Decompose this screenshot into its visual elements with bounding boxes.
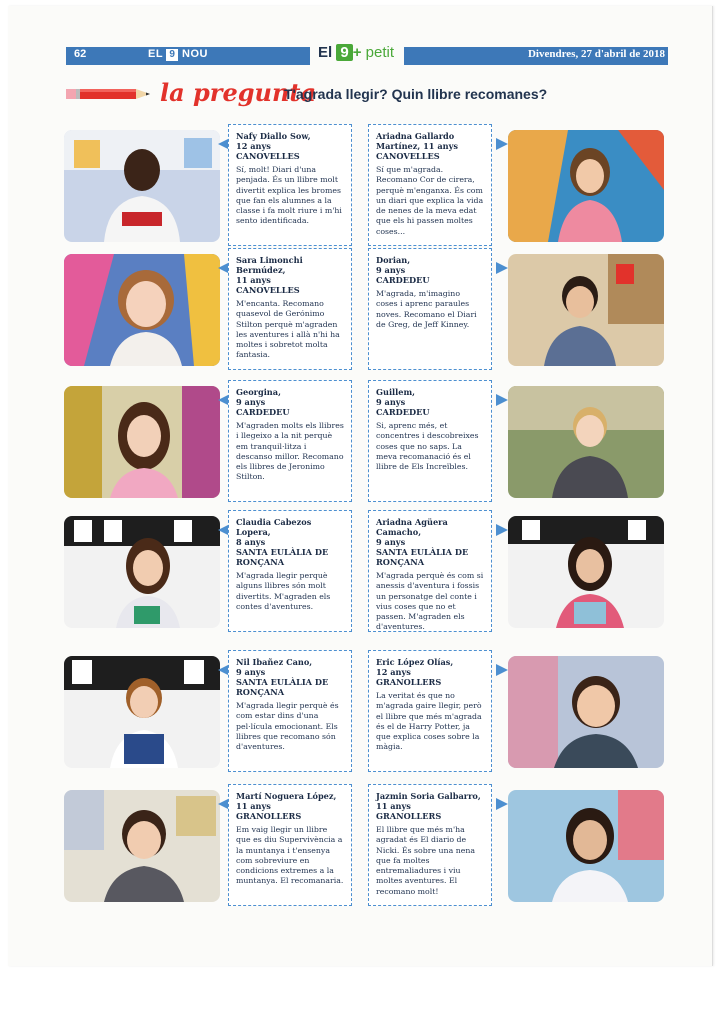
child-town: CANOVELLES xyxy=(236,285,300,295)
child-name: Claudia Cabezos Lopera, xyxy=(236,517,312,537)
portrait-photo xyxy=(64,254,220,366)
answer-text: M'agrada llegir perquè és com estar dins d'una pel·lícula emocionant. Els llibres que recomano són d'aventures. xyxy=(236,701,339,752)
portrait-photo xyxy=(64,656,220,768)
logo-nine: 9 xyxy=(336,44,352,61)
child-age: 12 anys xyxy=(236,141,271,151)
child-town: SANTA EULÀLIA DE RONÇANA xyxy=(236,677,329,697)
child-age: 8 anys xyxy=(236,537,266,547)
portrait-photo xyxy=(508,516,664,628)
answer-text: M'agraden molts els llibres i llegeixo a la nit perquè em tranquil·litza i descanso millor. Recomano els llibres de Jeronimo Stilton. xyxy=(236,421,344,482)
section-left: EL xyxy=(148,48,163,60)
child-town: CARDEDEU xyxy=(236,407,290,417)
portrait-photo xyxy=(64,386,220,498)
child-age: 9 anys xyxy=(376,397,406,407)
answer-bubble xyxy=(368,510,492,632)
child-name: Sara Limonchi Bermúdez, xyxy=(236,255,303,275)
answer-bubble xyxy=(368,784,492,906)
answer-bubble xyxy=(368,124,492,246)
answer-bubble xyxy=(228,784,352,906)
child-name: Martí Noguera López, xyxy=(236,791,337,801)
portrait-photo xyxy=(508,130,664,242)
entry-marti xyxy=(64,784,360,898)
answer-bubble xyxy=(228,650,352,772)
answer-text: M'agrada perquè és com si anessis d'aventura i fossis un personatge del conte i vius coses que no et passen. M'agraden els d'aventures. xyxy=(376,571,484,632)
answer-text: La veritat és que no m'agrada gaire llegir, però el llibre que més m'agrada és el de Harry Potter, ja que explica coses sobre la màgia. xyxy=(376,691,482,752)
answer-bubble xyxy=(228,248,352,370)
issue-date: Divendres, 27 d'abril de 2018 xyxy=(527,48,665,60)
answer-bubble xyxy=(228,124,352,246)
child-town: GRANOLLERS xyxy=(376,677,442,687)
section-name xyxy=(148,48,208,61)
child-town: CARDEDEU xyxy=(376,275,430,285)
child-town: GRANOLLERS xyxy=(376,811,442,821)
child-name: Nil Ibañez Cano, xyxy=(236,657,313,667)
child-name: Guillem, xyxy=(376,387,415,397)
child-town: GRANOLLERS xyxy=(236,811,302,821)
child-age: 9 anys xyxy=(236,667,266,677)
child-age: 11 anys xyxy=(236,275,271,285)
child-town: CANOVELLES xyxy=(236,151,300,161)
portrait-photo xyxy=(508,386,664,498)
portrait-photo xyxy=(64,130,220,242)
child-name: Dorian, xyxy=(376,255,411,265)
answer-text: M'agrada, m'imagino coses i aprenc paraules noves. Recomano el Diari de Greg, de Jeff Kinney. xyxy=(376,289,477,329)
child-town: SANTA EULÀLIA DE RONÇANA xyxy=(236,547,329,567)
child-age: 11 anys xyxy=(236,801,271,811)
entry-eric xyxy=(368,650,664,764)
bubble-tail xyxy=(496,394,508,406)
question-text: T'agrada llegir? Quin llibre recomanes? xyxy=(284,86,548,102)
child-age: 12 anys xyxy=(376,667,411,677)
entry-jazmin xyxy=(368,784,664,898)
bubble-tail xyxy=(496,798,508,810)
answer-text: El llibre que més m'ha agradat és El diario de Nicki. És sobre una nena que fa moltes entremaliadures i viu moltes aventures. El recomano molt! xyxy=(376,825,476,896)
answer-bubble xyxy=(368,380,492,502)
answer-bubble xyxy=(228,510,352,632)
supplement-logo xyxy=(318,44,394,61)
bubble-tail xyxy=(496,138,508,150)
bubble-tail xyxy=(496,262,508,274)
entry-ariadna-gallardo xyxy=(368,124,664,238)
bubble-tail xyxy=(496,664,508,676)
entry-nafy xyxy=(64,124,360,238)
entry-ariadna-aguera xyxy=(368,510,664,632)
child-name: Ariadna Agüera Camacho, xyxy=(376,517,448,537)
section-box: 9 xyxy=(166,49,178,61)
logo-plus: + xyxy=(352,44,362,61)
child-name: Nafy Diallo Sow, xyxy=(236,131,311,141)
portrait-photo xyxy=(508,656,664,768)
pencil-icon xyxy=(66,84,156,104)
page-number: 62 xyxy=(74,48,87,60)
child-age: 11 anys xyxy=(376,801,411,811)
child-name: Eric López Olías, xyxy=(376,657,454,667)
logo-el: El xyxy=(318,44,333,61)
entry-georgina xyxy=(64,380,360,494)
portrait-photo xyxy=(508,790,664,902)
logo-petit: petit xyxy=(365,44,394,61)
entry-dorian xyxy=(368,248,664,362)
portrait-photo xyxy=(64,790,220,902)
answer-bubble xyxy=(228,380,352,502)
entry-claudia xyxy=(64,510,360,624)
child-name: Ariadna Gallardo Martínez, 11 anys xyxy=(376,131,458,151)
answer-text: Sí, molt! Diari d'una penjada. És un llibre molt divertit explica les bromes que fan els alumnes a la classe i fa molt riure i m'hi sento identificada. xyxy=(236,165,342,226)
portrait-photo xyxy=(508,254,664,366)
answer-text: Sí que m'agrada. Recomano Cor de cirera, perquè m'enganxa. És com un diari que explica la vida de nenes de la meva edat que els hi passen moltes coses... xyxy=(376,165,484,236)
entry-sara xyxy=(64,248,360,362)
portrait-photo xyxy=(64,516,220,628)
entry-guillem xyxy=(368,380,664,494)
answer-text: M'agrada llegir perquè alguns llibres són molt divertits. M'agraden els contes d'aventures. xyxy=(236,571,331,611)
answer-text: M'encanta. Recomano quasevol de Gerónimo Stilton perquè m'agraden les aventures i allà n'hi ha moltes i sobretot molta fantasia. xyxy=(236,299,340,360)
entry-nil xyxy=(64,650,360,764)
bubble-tail xyxy=(496,524,508,536)
child-name: Jazmin Soria Galbarro, xyxy=(376,791,481,801)
child-town: CANOVELLES xyxy=(376,151,440,161)
child-name: Georgina, xyxy=(236,387,281,397)
child-age: 9 anys xyxy=(376,537,406,547)
section-title: la pregunta xyxy=(160,78,317,107)
child-town: CARDEDEU xyxy=(376,407,430,417)
answer-text: Em vaig llegir un llibre que es diu Supervivència a la muntanya i t'ensenya com sobreviure en condicions extremes a la muntanya. El recomanaria. xyxy=(236,825,344,886)
answer-bubble xyxy=(368,248,492,370)
child-age: 9 anys xyxy=(236,397,266,407)
answer-text: Si, aprenc més, et concentres i descobreixes coses que no saps. La meva recomanació és el llibre de Els Increïbles. xyxy=(376,421,479,472)
child-age: 9 anys xyxy=(376,265,406,275)
answer-bubble xyxy=(368,650,492,772)
child-town: SANTA EULÀLIA DE RONÇANA xyxy=(376,547,469,567)
section-right: NOU xyxy=(182,48,208,60)
